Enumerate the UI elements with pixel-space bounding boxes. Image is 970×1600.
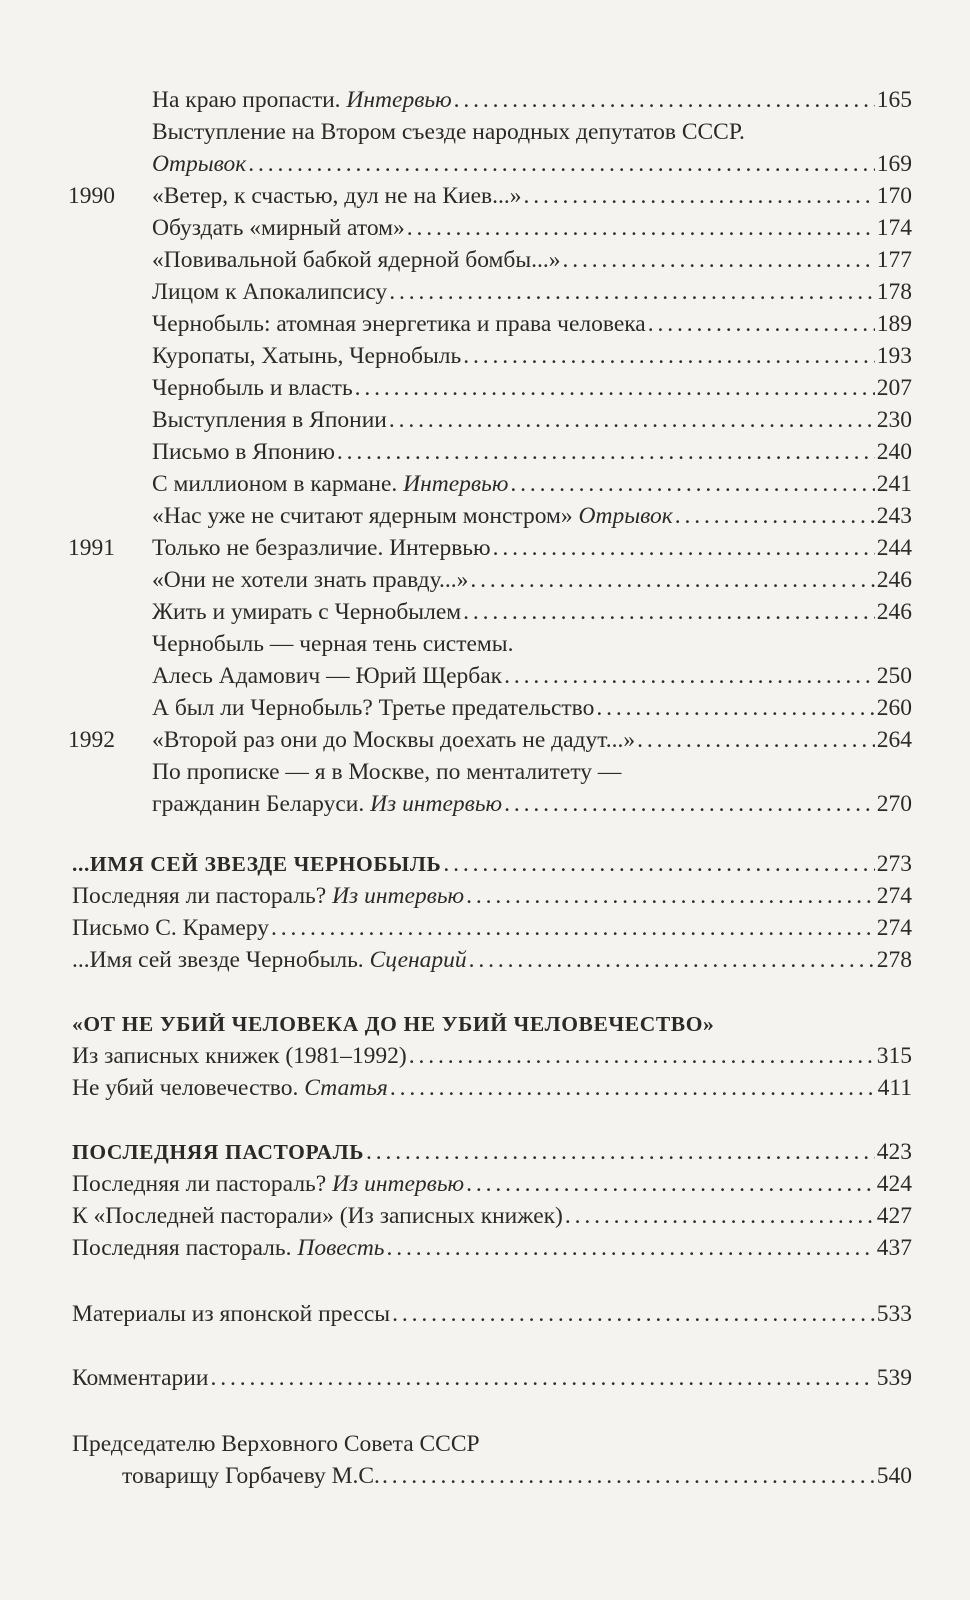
page-number: 437 xyxy=(876,1235,912,1261)
entry-title: Из записных книжек (1981–1992) xyxy=(72,1043,407,1069)
page-number: 540 xyxy=(876,1463,912,1489)
entry-title: Последняя ли пастораль? Из интервью xyxy=(72,1171,465,1197)
dot-leader xyxy=(382,1460,875,1492)
page-number: 264 xyxy=(876,727,912,753)
page-number: 278 xyxy=(876,947,912,973)
italic-note: Интервью xyxy=(403,471,509,497)
toc-entry xyxy=(152,84,912,116)
toc-entry xyxy=(72,1298,912,1330)
section-heading xyxy=(72,1136,912,1168)
entry-title xyxy=(152,148,246,180)
page-number: 533 xyxy=(876,1301,912,1327)
dot-leader xyxy=(466,1168,875,1200)
toc-entry xyxy=(152,276,912,308)
toc-entry xyxy=(72,1362,912,1394)
toc-entry xyxy=(152,788,912,820)
toc-entry xyxy=(152,532,912,564)
dot-leader xyxy=(596,692,874,724)
entry-title: Только не безразличие. Интервью xyxy=(152,535,491,561)
toc-entry xyxy=(152,372,912,404)
toc-entry xyxy=(152,148,912,180)
page-number: 244 xyxy=(876,535,912,561)
entry-title: На краю пропасти. Интервью xyxy=(152,87,452,113)
toc-entry xyxy=(72,1168,912,1200)
page-number: 274 xyxy=(876,915,912,941)
entry-title: «Второй раз они до Москвы доехать не дадут...» xyxy=(152,727,636,753)
entry-title: Материалы из японской прессы xyxy=(72,1301,391,1327)
toc-entry xyxy=(72,880,912,912)
toc-entry xyxy=(72,1232,912,1264)
page-number: 165 xyxy=(876,87,912,113)
year-label: 1990 xyxy=(68,183,115,209)
toc-entry xyxy=(152,564,912,596)
dot-leader xyxy=(390,1072,876,1104)
dot-leader xyxy=(675,500,875,532)
toc-entry xyxy=(72,944,912,976)
dot-leader xyxy=(355,372,875,404)
page-number: 427 xyxy=(876,1203,912,1229)
page-number: 315 xyxy=(876,1043,912,1069)
page-number: 169 xyxy=(876,151,912,177)
page-number: 274 xyxy=(876,883,912,909)
dot-leader xyxy=(337,436,875,468)
page-number: 207 xyxy=(876,375,912,401)
dot-leader xyxy=(563,244,875,276)
entry-title: Алесь Адамович — Юрий Щербак xyxy=(152,663,503,689)
dot-leader xyxy=(386,1232,874,1264)
page-number: 170 xyxy=(876,183,912,209)
entry-title: ПОСЛЕДНЯЯ ПАСТОРАЛЬ xyxy=(72,1140,365,1164)
dot-leader xyxy=(392,1298,875,1330)
page-number: 189 xyxy=(876,311,912,337)
toc-entry xyxy=(152,660,912,692)
italic-note: Статья xyxy=(304,1075,388,1101)
toc-entry-line: Чернобыль — черная тень системы. xyxy=(152,631,514,657)
toc-entry xyxy=(72,1072,912,1104)
toc-entry-line: По прописке — я в Москве, по менталитету — xyxy=(152,759,622,785)
toc-entry xyxy=(122,1460,912,1492)
italic-note: Интервью xyxy=(346,87,452,113)
dot-leader xyxy=(504,660,875,692)
toc-entry xyxy=(152,468,912,500)
dot-leader xyxy=(523,180,874,212)
entry-title: Лицом к Апокалипсису xyxy=(152,279,388,305)
entry-title: ...Имя сей звезде Чернобыль. Сценарий xyxy=(72,947,467,973)
dot-leader xyxy=(466,880,875,912)
dot-leader xyxy=(407,212,875,244)
entry-title: гражданин Беларуси. Из интервью xyxy=(152,791,503,817)
toc-entry xyxy=(152,340,912,372)
page-number: 423 xyxy=(876,1139,912,1165)
page-number: 246 xyxy=(876,599,912,625)
italic-note: Из интервью xyxy=(332,1171,465,1197)
toc-entry xyxy=(152,724,912,756)
italic-note: Повесть xyxy=(297,1235,385,1261)
page-number: 174 xyxy=(876,215,912,241)
dot-leader xyxy=(463,340,875,372)
page-number: 177 xyxy=(876,247,912,273)
entry-title: Чернобыль: атомная энергетика и права человека xyxy=(152,311,646,337)
dot-leader xyxy=(409,1040,875,1072)
italic-note: Из интервью xyxy=(332,883,465,909)
entry-title: Последняя ли пастораль? Из интервью xyxy=(72,883,465,909)
toc-entry xyxy=(72,1040,912,1072)
entry-title: Выступления в Японии xyxy=(152,407,387,433)
italic-note: Отрывок xyxy=(578,503,673,529)
entry-title: Обуздать «мирный атом» xyxy=(152,215,405,241)
section-heading xyxy=(72,848,912,880)
entry-title: Письмо в Японию xyxy=(152,439,335,465)
dot-leader xyxy=(504,788,875,820)
entry-title: Последняя пастораль. Повесть xyxy=(72,1235,385,1261)
page-number: 424 xyxy=(876,1171,912,1197)
page-number: 411 xyxy=(877,1075,912,1101)
entry-title: Не убий человечество. Статья xyxy=(72,1075,388,1101)
toc-entry xyxy=(152,180,912,212)
italic-note: Сценарий xyxy=(369,947,467,973)
italic-note: Отрывок xyxy=(152,151,247,177)
dot-leader xyxy=(389,404,875,436)
entry-title: А был ли Чернобыль? Третье предательство xyxy=(152,695,595,721)
italic-note: Из интервью xyxy=(370,791,503,817)
dot-leader xyxy=(463,596,875,628)
dot-leader xyxy=(248,148,875,180)
page-number: 243 xyxy=(876,503,912,529)
year-label: 1991 xyxy=(68,535,115,561)
page-number: 250 xyxy=(876,663,912,689)
page-number: 230 xyxy=(876,407,912,433)
toc-entry-line: Выступление на Втором съезде народных депутатов СССР. xyxy=(152,119,745,145)
dot-leader xyxy=(389,276,875,308)
dot-leader xyxy=(470,564,874,596)
toc-entry xyxy=(152,500,912,532)
entry-title: С миллионом в кармане. Интервью xyxy=(152,471,509,497)
dot-leader xyxy=(366,1136,875,1168)
entry-title: К «Последней пасторали» (Из записных книжек) xyxy=(72,1203,563,1229)
section-heading: «ОТ НЕ УБИЙ ЧЕЛОВЕКА ДО НЕ УБИЙ ЧЕЛОВЕЧЕСТВО» xyxy=(72,1012,715,1036)
page-number: 273 xyxy=(876,851,912,877)
dot-leader xyxy=(565,1200,875,1232)
year-label: 1992 xyxy=(68,727,115,753)
dot-leader xyxy=(648,308,875,340)
entry-title: Чернобыль и власть xyxy=(152,375,353,401)
dot-leader xyxy=(637,724,875,756)
page-number: 270 xyxy=(876,791,912,817)
toc-entry xyxy=(72,1200,912,1232)
page-number: 246 xyxy=(876,567,912,593)
toc-entry xyxy=(152,404,912,436)
toc-entry xyxy=(152,692,912,724)
entry-title: товарищу Горбачеву М.С. xyxy=(122,1463,380,1489)
page-number: 241 xyxy=(876,471,912,497)
dot-leader xyxy=(469,944,875,976)
page-number: 240 xyxy=(876,439,912,465)
dot-leader xyxy=(510,468,874,500)
toc-entry xyxy=(72,912,912,944)
toc-entry xyxy=(152,244,912,276)
dot-leader xyxy=(271,912,875,944)
entry-title: ...ИМЯ СЕЙ ЗВЕЗДЕ ЧЕРНОБЫЛЬ xyxy=(72,852,442,876)
page-number: 260 xyxy=(876,695,912,721)
toc-entry xyxy=(152,308,912,340)
entry-title: Комментарии xyxy=(72,1365,209,1391)
dot-leader xyxy=(210,1362,874,1394)
entry-title: «Ветер, к счастью, дул не на Киев...» xyxy=(152,183,522,209)
toc-entry xyxy=(152,596,912,628)
toc-entry xyxy=(152,436,912,468)
dot-leader xyxy=(443,848,874,880)
entry-title: Жить и умирать с Чернобылем xyxy=(152,599,462,625)
entry-title: Письмо С. Крамеру xyxy=(72,915,269,941)
page-number: 178 xyxy=(876,279,912,305)
toc-entry xyxy=(152,212,912,244)
dot-leader xyxy=(493,532,875,564)
entry-title: «Нас уже не считают ядерным монстром» Отрывок xyxy=(152,503,673,529)
entry-title: «Повивальной бабкой ядерной бомбы...» xyxy=(152,247,561,273)
toc-entry-line: Председателю Верховного Совета СССР xyxy=(72,1431,480,1457)
dot-leader xyxy=(454,84,875,116)
entry-title: Куропаты, Хатынь, Чернобыль xyxy=(152,343,462,369)
page-number: 193 xyxy=(876,343,912,369)
page-number: 539 xyxy=(876,1365,912,1391)
entry-title: «Они не хотели знать правду...» xyxy=(152,567,469,593)
